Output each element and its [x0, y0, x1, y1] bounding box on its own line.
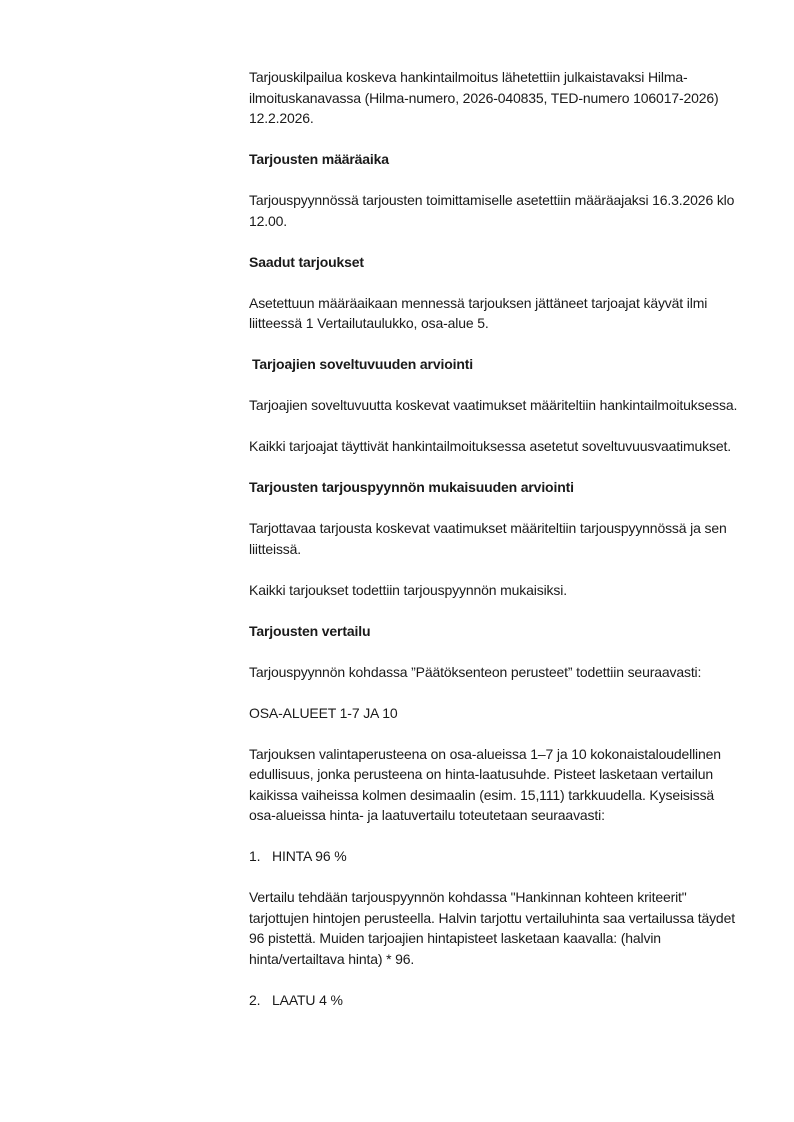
heading-received-offers: Saadut tarjoukset [249, 253, 364, 270]
comparison-subheading: OSA-ALUEET 1-7 JA 10 [249, 704, 398, 721]
document-page [249, 67, 739, 1031]
heading-deadline: Tarjousten määräaika [249, 151, 389, 167]
criterion-label: LAATU 4 % [272, 991, 343, 1008]
conformity-paragraph-1: Tarjottavaa tarjousta koskevat vaatimukset määriteltiin tarjouspyynnössä ja sen liitteissä. [249, 520, 727, 557]
criterion-number: 2. [249, 991, 261, 1008]
comparison-paragraph-2: Tarjouksen valintaperusteena on osa-alueissa 1–7 ja 10 kokonaistaloudellinen edullisuus, jonka perusteena on hinta-laatusuhde. Pisteet lasketaan vertailun kaikissa vaiheissa kolmen desimaalin (esim. 15,111) tarkkuudella. Kyseisissä osa-alueissa hinta- ja laatuvertailu toteutetaan seuraavasti: [249, 745, 721, 823]
received-offers-paragraph: Asetettuun määräaikaan mennessä tarjouksen jättäneet tarjoajat käyvät ilmi liitteessä 1 Vertailutaulukko, osa-alue 5. [249, 294, 708, 331]
criterion-label: HINTA 96 % [272, 848, 347, 864]
deadline-paragraph: Tarjouspyynnössä tarjousten toimittamiselle asetettiin määräajaksi 16.3.2026 klo 12.00. [249, 192, 735, 229]
heading-comparison: Tarjousten vertailu [249, 622, 371, 639]
conformity-paragraph-2: Kaikki tarjoukset todettiin tarjouspyynnön mukaisiksi. [249, 581, 567, 598]
criterion-quality [249, 990, 739, 1011]
suitability-paragraph-2: Kaikki tarjoajat täyttivät hankintailmoituksessa asetetut soveltuvuusvaatimukset. [249, 438, 731, 454]
criterion-price-description: Vertailu tehdään tarjouspyynnön kohdassa "Hankinnan kohteen kriteerit" tarjottujen hintojen perusteella. Halvin tarjottu vertailuhinta saa vertailussa täydet 96 pistettä. Muiden tarjoajien hintapisteet lasketaan kaavalla: (halvin hinta/vertailtava hinta) * 96. [249, 889, 735, 967]
heading-suitability: Tarjoajien soveltuvuuden arviointi [252, 356, 474, 372]
intro-paragraph: Tarjouskilpailua koskeva hankintailmoitus lähetettiin julkaistavaksi Hilma-ilmoituskanavassa (Hilma-numero, 2026-040835, TED-numero 106017-2026) 12.2.2026. [249, 69, 719, 126]
criterion-price [249, 846, 739, 867]
criterion-number: 1. [249, 848, 261, 864]
heading-conformity: Tarjousten tarjouspyynnön mukaisuuden arviointi [249, 479, 574, 495]
suitability-paragraph-1: Tarjoajien soveltuvuutta koskevat vaatimukset määriteltiin hankintailmoituksessa. [249, 397, 738, 413]
comparison-paragraph-1: Tarjouspyynnön kohdassa ”Päätöksenteon perusteet” todettiin seuraavasti: [249, 663, 702, 680]
